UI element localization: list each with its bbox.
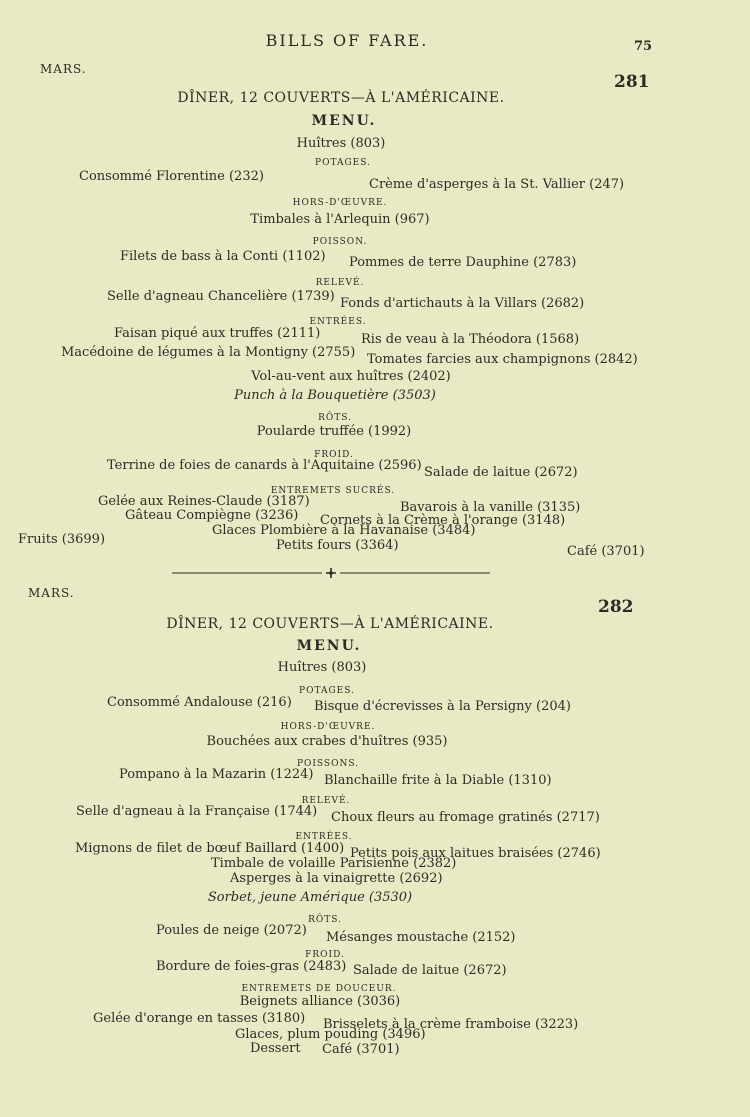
menu-item-choux-fleurs: Choux fleurs au fromage gratinés (2717) <box>331 810 600 825</box>
menu-item-timbale: Timbale de volaille Parisienne (2382) <box>211 856 457 871</box>
menu-item-terrine: Terrine de foies de canards à l'Aquitaine (2596) <box>107 458 422 473</box>
menu-item-petits-pois: Petits pois aux laitues braisées (2746) <box>350 846 601 861</box>
section-hors-doeuvre: HORS-D'ŒUVRE. <box>292 198 388 208</box>
menu-item-punch: Punch à la Bouquetière (3503) <box>234 388 436 403</box>
menu-label: MENU. <box>296 638 362 654</box>
section-poisson: POISSON. <box>312 237 368 247</box>
menu-item-huitres: Huîtres (803) <box>277 660 367 675</box>
menu-number: 282 <box>598 597 634 617</box>
menu-item-blanchaille: Blanchaille frite à la Diable (1310) <box>324 773 552 788</box>
menu-item-tomates: Tomates farcies aux champignons (2842) <box>367 352 638 367</box>
menu-month: MARS. <box>28 586 75 600</box>
section-entrees: ENTRÉES. <box>295 832 353 842</box>
menu-item-consomme: Consommé Florentine (232) <box>79 169 264 184</box>
menu-item-filets-bass: Filets de bass à la Conti (1102) <box>120 249 326 264</box>
menu-title: DÎNER, 12 COUVERTS—À L'AMÉRICAINE. <box>177 90 505 106</box>
menu-number: 281 <box>614 72 650 92</box>
section-releve: RELEVÉ. <box>315 278 365 288</box>
section-froid: FROID. <box>314 450 354 460</box>
section-potages: POTAGES. <box>299 686 355 696</box>
section-rots: RÔTS. <box>318 413 352 423</box>
menu-item-cornets: Cornets à la Crème à l'orange (3148) <box>320 513 566 528</box>
menu-item-poularde: Poularde truffée (1992) <box>256 424 412 439</box>
menu-item-bavarois: Bavarois à la vanille (3135) <box>400 500 581 515</box>
menu-item-beignets: Beignets alliance (3036) <box>239 994 401 1009</box>
menu-item-bouchees: Bouchées aux crabes d'huîtres (935) <box>206 734 448 749</box>
section-hors-doeuvre: HORS-D'ŒUVRE. <box>280 722 376 732</box>
section-entremets: ENTREMETS SUCRÉS. <box>270 486 396 496</box>
menu-item-selle-agneau: Selle d'agneau à la Française (1744) <box>76 804 318 819</box>
menu-month: MARS. <box>40 62 87 76</box>
menu-item-ris-de-veau: Ris de veau à la Théodora (1568) <box>361 332 580 347</box>
menu-item-poules: Poules de neige (2072) <box>156 923 307 938</box>
menu-item-mesanges: Mésanges moustache (2152) <box>326 930 516 945</box>
menu-item-sorbet: Sorbet, jeune Amérique (3530) <box>207 890 413 905</box>
section-entremets: ENTREMETS DE DOUCEUR. <box>241 984 397 994</box>
menu-item-selle-agneau: Selle d'agneau Chancelière (1739) <box>107 289 335 304</box>
menu-item-salade: Salade de laitue (2672) <box>353 963 507 978</box>
menu-item-fruits: Fruits (3699) <box>18 532 106 547</box>
menu-item-gelee-orange: Gelée d'orange en tasses (3180) <box>93 1011 306 1026</box>
section-poissons: POISSONS. <box>296 759 360 769</box>
menu-item-timbales: Timbales à l'Arlequin (967) <box>250 212 430 227</box>
menu-item-faisan: Faisan piqué aux truffes (2111) <box>114 326 321 341</box>
ornamental-divider <box>172 566 490 580</box>
menu-item-brisselets: Brisselets à la crème framboise (3223) <box>323 1017 579 1032</box>
page-number: 75 <box>634 39 653 54</box>
section-releve: RELEVÉ. <box>301 796 351 806</box>
menu-item-mignons: Mignons de filet de bœuf Baillard (1400) <box>75 841 345 856</box>
menu-item-dessert: Dessert <box>250 1041 301 1056</box>
menu-item-asperges: Asperges à la vinaigrette (2692) <box>230 871 443 886</box>
menu-item-gateau: Gâteau Compiègne (3236) <box>125 508 299 523</box>
menu-item-macedoine: Macédoine de légumes à la Montigny (2755) <box>61 345 356 360</box>
section-rots: RÔTS. <box>308 915 342 925</box>
menu-item-glaces: Glaces Plombière à la Havanaise (3484) <box>212 523 476 538</box>
menu-item-vol-au-vent: Vol-au-vent aux huîtres (2402) <box>251 369 451 384</box>
menu-item-petits-fours: Petits fours (3364) <box>276 538 399 553</box>
menu-item-creme-asperges: Crème d'asperges à la St. Vallier (247) <box>369 177 625 192</box>
section-entrees: ENTRÉES. <box>309 317 367 327</box>
menu-item-consomme: Consommé Andalouse (216) <box>107 695 292 710</box>
menu-item-fonds-artichauts: Fonds d'artichauts à la Villars (2682) <box>340 296 585 311</box>
menu-item-glaces-plum: Glaces, plum pouding (3496) <box>235 1027 426 1042</box>
running-header: BILLS OF FARE. <box>265 31 429 50</box>
menu-label: MENU. <box>311 113 377 129</box>
section-potages: POTAGES. <box>315 158 371 168</box>
menu-item-gelee-reines: Gelée aux Reines-Claude (3187) <box>98 494 310 509</box>
menu-item-pommes-dauphine: Pommes de terre Dauphine (2783) <box>349 255 577 270</box>
menu-item-bisque: Bisque d'écrevisses à la Persigny (204) <box>314 699 571 714</box>
menu-item-bordure: Bordure de foies-gras (2483) <box>156 959 347 974</box>
section-froid: FROID. <box>305 950 345 960</box>
menu-title: DÎNER, 12 COUVERTS—À L'AMÉRICAINE. <box>166 616 494 632</box>
menu-item-huitres: Huîtres (803) <box>296 136 386 151</box>
menu-item-cafe: Café (3701) <box>567 544 645 559</box>
menu-item-salade: Salade de laitue (2672) <box>424 465 578 480</box>
menu-item-pompano: Pompano à la Mazarin (1224) <box>119 767 314 782</box>
menu-item-cafe: Café (3701) <box>322 1042 400 1057</box>
